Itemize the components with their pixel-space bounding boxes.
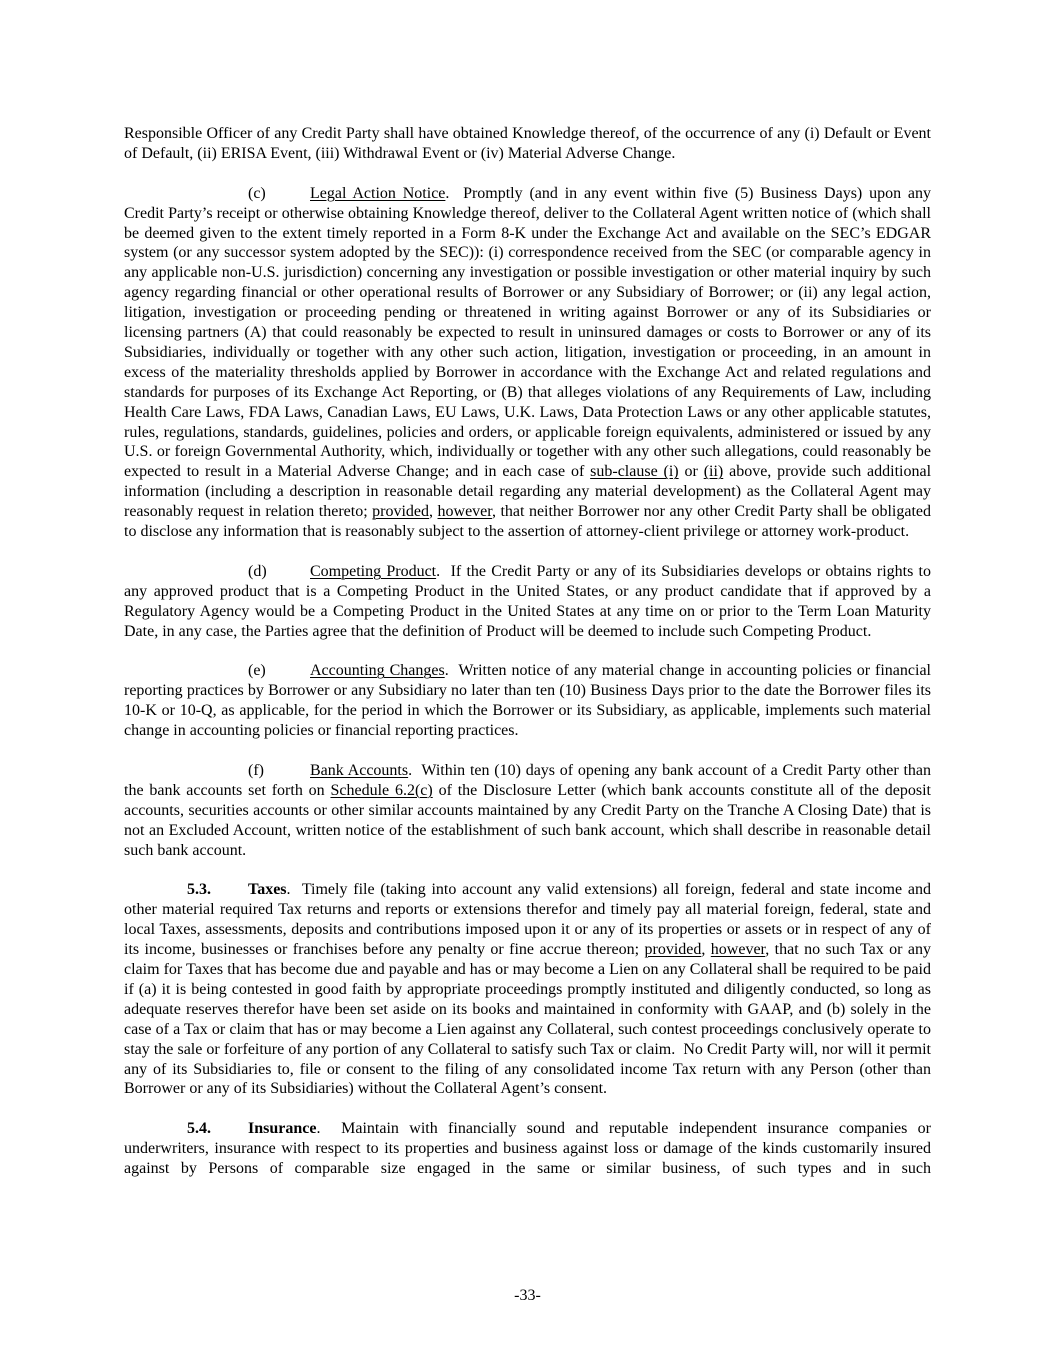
- paragraph-continuation: [124, 124, 935, 164]
- document-body: [124, 124, 936, 1199]
- proviso-term: however: [710, 941, 766, 959]
- paragraph-text: , that no such Tax or any claim for Taxes that has become due and payable and has or may become a Lien on any Collateral shall be required to be paid if (a) it is being contested in good faith by appropriate proceedings promptly instituted and diligently conducted, so long as adequate reserves therefor have been set aside on its books and maintained in conformity with GAAP, and (b) solely in the case of a Tax or claim that has or may become a Lien against any Collateral, such contest proceedings conclusively operate to stay the sale or forfeiture of any portion of any Collateral to satisfy such Tax or claim. No Credit Party will, nor will it permit any of its Subsidiaries to, file or consent to the filing of any consolidated income Tax return with any Person (other than Borrower or any of its Subsidiaries) without the Collateral Agent’s consent.: [124, 941, 936, 1098]
- page-number: -33-: [514, 1287, 541, 1304]
- subsection-heading: Competing Product: [310, 562, 437, 580]
- cross-reference: (ii): [703, 463, 724, 481]
- paragraph-text: . Promptly (and in any event within five (5) Business Days) upon any Credit Party’s receipt or otherwise obtaining Knowledge thereof, deliver to the Collateral Agent written notice of (which shall be deemed given to the extent timely reported in a Form 8-K under the Exchange Act and available on the SEC’s EDGAR system (or any successor system adopted by the SEC)): (i) correspondence received from the SEC (or comparable agency in any applicable non-U.S. jurisdiction) concerning any investigation or possible investigation or other material inquiry by such agency regarding financial or other operational results of Borrower or any Subsidiary of Borrower; or (ii) any legal action, litigation, investigation or proceeding pending or threatened in writing against Borrower or any of its Subsidiaries or licensing partners (A) that could reasonably be expected to result in uninsured damages or costs to Borrower or any of its Subsidiaries, individually or together with any other such action, litigation, investigation or proceeding, in an amount in excess of the materiality thresholds applied by Borrower in accordance with the Exchange Act and related regulations and standards for purposes of its Exchange Act Reporting, or (B) that alleges violations of any Requirements of Law, including Health Care Laws, FDA Laws, Canadian Laws, EU Laws, U.K. Laws, Data Protection Laws or any other applicable statutes, rules, regulations, standards, guidelines, policies and orders, or applicable foreign equivalents, administered or issued by any U.S. or foreign Governmental Authority, which, individually or together with any other such allegations, could reasonably be expected to result in a Material Adverse Change; and in each case of: [124, 184, 936, 481]
- paragraph-text: . Within ten (10) days of opening any bank account of a Credit Party other than the bank accounts set forth on: [124, 761, 936, 799]
- paragraph-text: Responsible Officer of any Credit Party shall have obtained Knowledge thereof, of the occurrence of any (i) Default or Event of Default, (ii) ERISA Event, (iii) Withdrawal Event or (iv) Material Adverse Change.: [124, 125, 935, 162]
- section-5-3-taxes: [124, 880, 936, 1099]
- section-heading: Taxes: [248, 881, 287, 899]
- section-5-4-insurance: [124, 1119, 935, 1179]
- paragraph-text: ,: [701, 941, 711, 959]
- subsection-f-bank-accounts: [124, 761, 936, 861]
- section-heading: Insurance: [248, 1120, 317, 1138]
- subsection-label: (f): [248, 761, 264, 779]
- subsection-heading: Bank Accounts: [310, 761, 409, 779]
- subsection-c-legal-action-notice: [124, 184, 936, 542]
- subsection-e-accounting-changes: [124, 661, 935, 741]
- cross-reference: sub-clause (i): [590, 463, 679, 481]
- subsection-d-competing-product: [124, 562, 936, 642]
- section-number: 5.3.: [187, 881, 211, 899]
- paragraph-text: . If the Credit Party or any of its Subsidiaries develops or obtains rights to any approved product that is a Competing Product in the United States, or any product candidate that if approved by a Regulatory Agency would be a Competing Product in the United States at any time on or prior to the Term Loan Maturity Date, in any case, the Parties agree that the definition of Product will be deemed to include such Competing Product.: [124, 562, 936, 640]
- paragraph-text: of the Disclosure Letter (which bank accounts constitute all of the deposit accounts, securities accounts or other similar accounts maintained by any Credit Party on the Tranche A Closing Date) that is not an Excluded Account, written notice of the establishment of such bank account, which shall describe in reasonable detail such bank account.: [124, 781, 936, 859]
- subsection-heading: Accounting Changes: [310, 662, 445, 680]
- paragraph-text: above, provide such additional information (including a description in reasonable detail regarding any material development) as the Collateral Agent may reasonably request in relation thereto;: [124, 463, 936, 521]
- paragraph-text: , that neither Borrower nor any other Credit Party shall be obligated to disclose any information that is reasonably subject to the assertion of attorney-client privilege or attorney work-product.: [124, 503, 936, 541]
- subsection-label: (c): [248, 184, 266, 202]
- proviso-term: however: [437, 503, 492, 521]
- subsection-label: (d): [248, 562, 267, 580]
- paragraph-text: . Timely file (taking into account any valid extensions) all foreign, federal and state income and other material required Tax returns and reports or extensions therefor and timely pay all material foreign, federal, state and local Taxes, assessments, deposits and contributions imposed upon it or any of its properties or assets or in respect of any of its income, businesses or franchises before any penalty or fine accrue thereon;: [124, 881, 935, 959]
- paragraph-text: or: [678, 463, 704, 481]
- subsection-label: (e): [248, 662, 266, 680]
- proviso-term: provided: [644, 941, 702, 959]
- subsection-heading: Legal Action Notice: [310, 184, 446, 202]
- paragraph-text: . Written notice of any material change in accounting policies or financial reporting practices by Borrower or any Subsidiary no later than ten (10) Business Days prior to the date the Borrower files its 10-K or 10-Q, as applicable, for the period in which the Borrower or its Subsidiary, as applicable, implements such material change in accounting policies or financial reporting practices.: [124, 662, 935, 740]
- section-number: 5.4.: [187, 1120, 211, 1138]
- proviso-term: provided: [372, 503, 430, 521]
- paragraph-text: . Maintain with financially sound and reputable independent insurance companies or underwriters, insurance with respect to its properties and business against loss or damage of the kinds customarily insured against by Persons of comparable size engaged in the same or similar business, of such types and in such: [124, 1120, 935, 1178]
- paragraph-text: ,: [429, 503, 438, 521]
- cross-reference: Schedule 6.2(c): [330, 781, 433, 799]
